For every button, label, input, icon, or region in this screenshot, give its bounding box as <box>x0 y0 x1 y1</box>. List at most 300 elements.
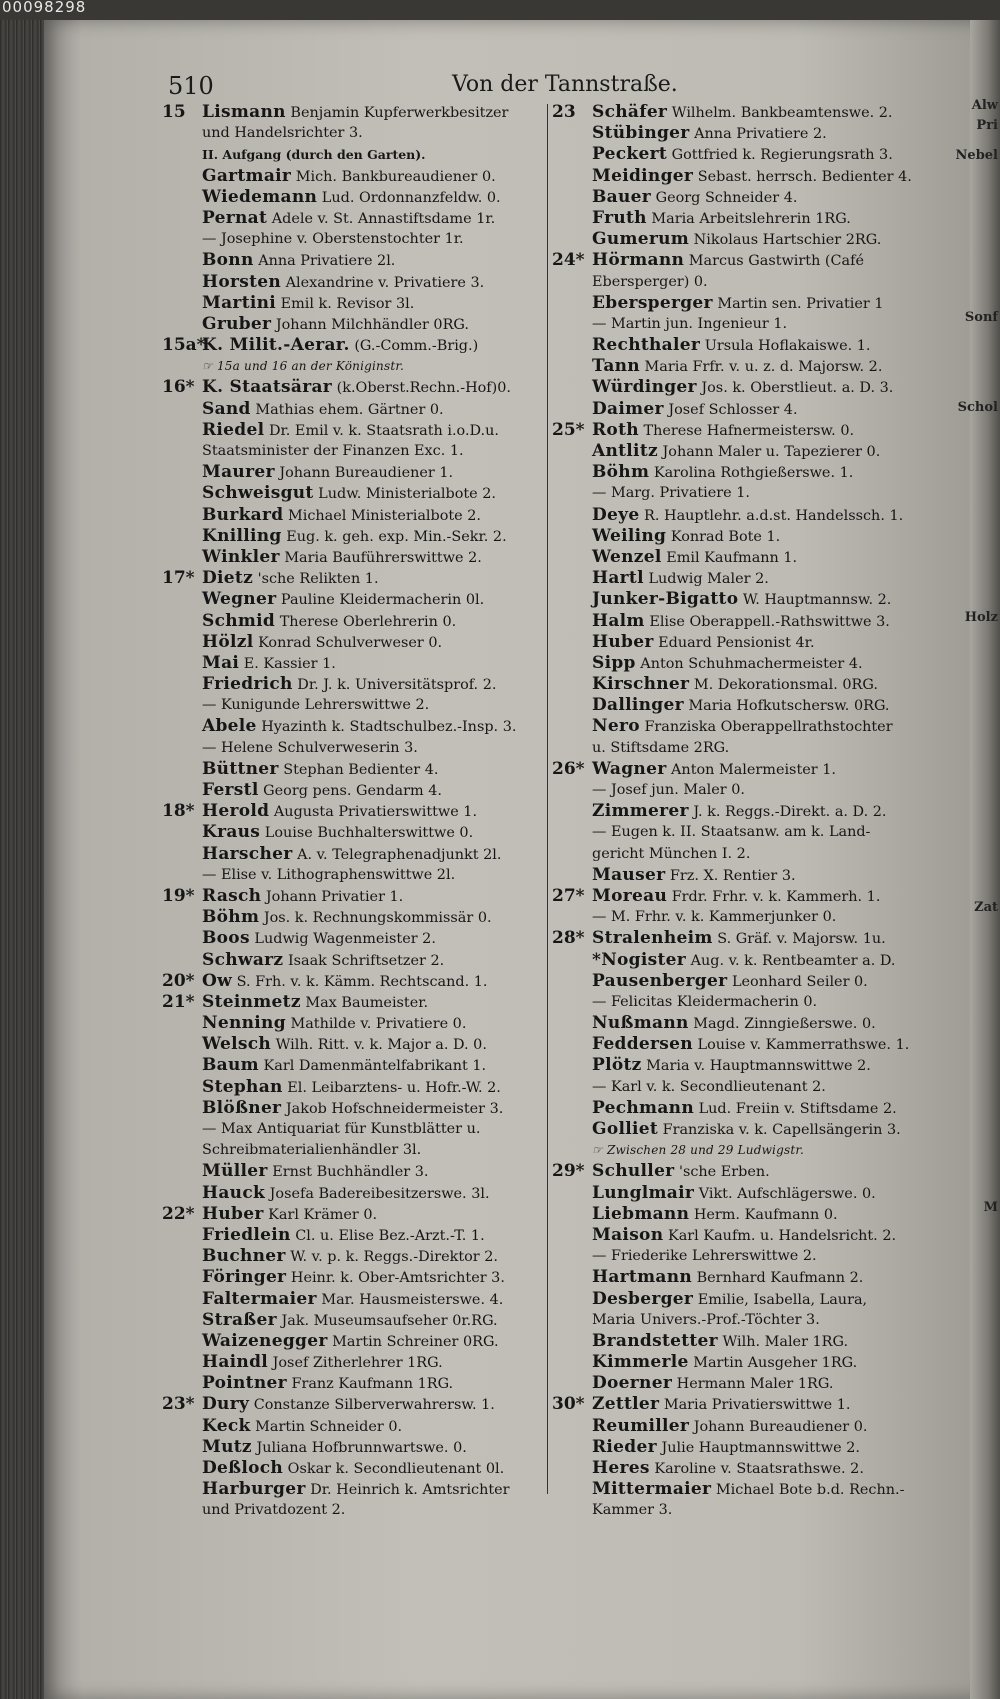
entry-details: Ebersperger) 0. <box>592 273 708 290</box>
directory-entry <box>162 1289 554 1310</box>
directory-entry <box>162 865 554 886</box>
entry-details: Oskar k. Secondlieutenant 0l. <box>287 1461 505 1477</box>
resident-name: Keck <box>202 1415 251 1436</box>
resident-name: Rechthaler <box>592 335 701 356</box>
directory-entry <box>162 589 554 610</box>
entry-details: Wilh. Ritt. v. k. Major a. D. 0. <box>275 1037 487 1054</box>
entry-details: — Karl v. k. Secondlieutenant 2. <box>592 1078 826 1095</box>
directory-entry <box>552 1183 918 1204</box>
entry-details: Konrad Schulverweser 0. <box>258 634 443 651</box>
section-note: II. Aufgang (durch den Garten). <box>202 147 426 163</box>
entry-details: Isaak Schriftsetzer 2. <box>287 952 445 969</box>
cross-reference-note: ☞ 15a und 16 an der Königinstr. <box>202 359 404 374</box>
resident-name: Stübinger <box>592 123 690 144</box>
directory-entry <box>552 738 918 759</box>
resident-name: Doerner <box>592 1373 673 1394</box>
entry-details: Georg Schneider 4. <box>655 189 798 206</box>
resident-name: Faltermaier <box>202 1288 317 1309</box>
directory-entry <box>552 928 918 949</box>
resident-name: Mai <box>202 652 240 673</box>
resident-name: Schwarz <box>202 949 284 970</box>
house-number: 21* <box>162 991 195 1012</box>
directory-entry <box>162 695 554 716</box>
resident-name: Kimmerle <box>592 1352 689 1373</box>
entry-details: Ludwig Wagenmeister 2. <box>254 931 436 948</box>
house-number: 19* <box>162 885 195 906</box>
scan-id-label: 00098298 <box>2 0 87 16</box>
directory-entry <box>162 377 554 398</box>
resident-name: Boos <box>202 928 250 949</box>
directory-entry <box>162 632 554 653</box>
directory-entry <box>162 1034 554 1055</box>
directory-entry <box>162 1098 554 1119</box>
directory-entry <box>162 1394 554 1415</box>
directory-entry <box>162 801 554 822</box>
entry-details: Therese Hafnermeistersw. 0. <box>643 422 855 439</box>
resident-name: Hartl <box>592 568 644 589</box>
resident-name: Mittermaier <box>592 1479 712 1500</box>
entry-details: Emil Kaufmann 1. <box>666 549 798 566</box>
entry-details: Karoline v. Staatsrathswe. 2. <box>654 1461 864 1477</box>
entry-details: Karl Kaufm. u. Handelsricht. 2. <box>667 1227 897 1244</box>
entry-details: A. v. Telegraphenadjunkt 2l. <box>297 846 502 863</box>
directory-entry <box>162 462 554 483</box>
resident-name: Böhm <box>592 462 650 483</box>
entry-details: Hermann Maler 1RG. <box>676 1376 834 1393</box>
entry-details: Anna Privatiere 2. <box>694 126 827 143</box>
directory-entry <box>162 716 554 737</box>
house-number: 30* <box>552 1394 585 1415</box>
resident-name: Steinmetz <box>202 991 301 1012</box>
entry-details: Aug. v. k. Rentbeamter a. D. <box>690 952 896 969</box>
entry-details: Jos. k. Rechnungskommissär 0. <box>263 910 492 927</box>
directory-entry <box>552 377 918 398</box>
entry-details: Mathias ehem. Gärtner 0. <box>255 401 444 418</box>
entry-details: (k.Oberst.Rechn.-Hof)0. <box>336 380 511 397</box>
entry-details: J. k. Reggs.-Direkt. a. D. 2. <box>693 804 887 821</box>
directory-entry <box>552 568 918 589</box>
directory-entry <box>162 992 554 1013</box>
directory-entry <box>162 1416 554 1437</box>
entry-details: Ludwig Maler 2. <box>648 571 769 588</box>
entry-details: Emil k. Revisor 3l. <box>280 295 415 312</box>
resident-name: Mutz <box>202 1436 252 1457</box>
directory-entry <box>552 420 918 441</box>
directory-entry <box>162 144 554 165</box>
resident-name: Hartmann <box>592 1267 693 1288</box>
directory-entry <box>162 1140 554 1161</box>
resident-name: Welsch <box>202 1034 272 1055</box>
edge-fragment: Alw <box>971 98 998 113</box>
entry-details: Herm. Kaufmann 0. <box>693 1206 838 1223</box>
directory-entry <box>552 314 918 335</box>
resident-name: Weiling <box>592 525 667 546</box>
resident-name: Hörmann <box>592 250 685 271</box>
resident-name: Pechmann <box>592 1097 694 1118</box>
directory-entry <box>552 1458 918 1479</box>
directory-entry <box>552 695 918 716</box>
entry-details: Eduard Pensionist 4r. <box>658 634 815 651</box>
directory-entry <box>162 208 554 229</box>
entry-details: Hyazinth k. Stadtschulbez.-Insp. 3. <box>261 719 517 736</box>
resident-name: Huber <box>202 1203 264 1224</box>
resident-name: Liebmann <box>592 1203 690 1224</box>
entry-details: Johann Maler u. Tapezierer 0. <box>662 444 881 460</box>
entry-details: Franziska v. k. Capellsängerin 3. <box>662 1122 901 1138</box>
edge-fragment: Pri <box>976 118 998 133</box>
entry-details: — Elise v. Lithographenswittwe 2l. <box>202 866 456 883</box>
resident-name: Feddersen <box>592 1034 693 1055</box>
directory-entry <box>552 1013 918 1034</box>
entry-details: Anna Privatiere 2l. <box>258 253 396 270</box>
directory-entry <box>552 483 918 504</box>
entry-details: Franziska Oberappellrathstochter <box>644 719 893 736</box>
directory-entry <box>552 1225 918 1246</box>
entry-details: Adele v. St. Annastiftsdame 1r. <box>271 210 496 227</box>
resident-name: Daimer <box>592 398 664 419</box>
entry-details: Mich. Bankbureaudiener 0. <box>295 168 496 185</box>
resident-name: Blößner <box>202 1097 282 1118</box>
directory-entry <box>552 250 918 271</box>
entry-details: Karolina Rothgießerswe. 1. <box>653 465 854 482</box>
resident-name: Stephan <box>202 1076 283 1097</box>
house-number: 15 <box>162 102 186 122</box>
directory-entry <box>552 1161 918 1182</box>
resident-name: Deßloch <box>202 1458 284 1478</box>
directory-entry <box>162 547 554 568</box>
directory-entry <box>162 1077 554 1098</box>
resident-name: Knilling <box>202 525 282 546</box>
directory-entry <box>162 1119 554 1140</box>
directory-entry <box>552 356 918 377</box>
resident-name: Buchner <box>202 1246 286 1267</box>
entry-details: Bernhard Kaufmann 2. <box>696 1270 864 1287</box>
entry-details: Johann Privatier 1. <box>265 888 404 905</box>
entry-details: u. Stiftsdame 2RG. <box>592 739 730 756</box>
directory-entry <box>552 1140 918 1161</box>
entry-details: Leonhard Seiler 0. <box>731 973 868 990</box>
left-column <box>162 102 554 1522</box>
entry-details: Magd. Zinngießerswe. 0. <box>693 1016 876 1033</box>
directory-entry <box>162 1500 554 1521</box>
entry-details: Alexandrine v. Privatiere 3. <box>285 274 485 291</box>
resident-name: Friedlein <box>202 1224 291 1245</box>
entry-details: Staatsminister der Finanzen Exc. 1. <box>202 443 464 459</box>
directory-entry <box>552 1055 918 1076</box>
resident-name: Wenzel <box>592 546 662 567</box>
entry-details: Maria v. Hauptmannswittwe 2. <box>646 1058 871 1075</box>
directory-entry <box>162 356 554 377</box>
house-number: 28* <box>552 928 585 949</box>
edge-fragment: Holz <box>964 610 998 625</box>
resident-name: Tann <box>592 356 640 377</box>
directory-entry <box>552 844 918 865</box>
directory-entry <box>162 420 554 441</box>
entry-details: — Eugen k. II. Staatsanw. am k. Land- <box>592 824 871 841</box>
directory-entry <box>162 928 554 949</box>
entry-details: Stephan Bedienter 4. <box>283 761 439 778</box>
house-number: 25* <box>552 419 585 440</box>
entry-details: Johann Bureaudiener 1. <box>279 465 454 482</box>
directory-entry <box>162 886 554 907</box>
directory-entry <box>552 674 918 695</box>
resident-name: K. Milit.-Aerar. <box>202 335 350 356</box>
entry-details: — Felicitas Kleidermacherin 0. <box>592 993 818 1010</box>
entry-details: Georg pens. Gendarm 4. <box>263 783 442 799</box>
entry-details: Jakob Hofschneidermeister 3. <box>285 1100 504 1117</box>
resident-name: *Nogister <box>592 949 687 970</box>
directory-entry <box>552 293 918 314</box>
resident-name: Schuller <box>592 1161 675 1182</box>
directory-entry <box>162 1331 554 1352</box>
house-number: 22* <box>162 1203 195 1224</box>
directory-entry <box>552 1500 918 1521</box>
entry-details: W. v. p. k. Reggs.-Direktor 2. <box>290 1249 498 1266</box>
entry-details: — Helene Schulverweserin 3. <box>202 739 418 756</box>
entry-details: Martin Schreiner 0RG. <box>332 1333 499 1350</box>
directory-entry <box>552 1352 918 1373</box>
resident-name: Wegner <box>202 589 277 610</box>
directory-entry <box>162 759 554 780</box>
entry-details: Juliana Hofbrunnwartswe. 0. <box>256 1439 467 1456</box>
entry-details: Jak. Museumsaufseher 0r.RG. <box>281 1312 498 1329</box>
resident-name: Lunglmair <box>592 1182 695 1203</box>
resident-name: Brandstetter <box>592 1330 718 1351</box>
entry-details: Emilie, Isabella, Laura, <box>697 1291 868 1308</box>
entry-details: Benjamin Kupferwerkbesitzer <box>290 105 509 121</box>
entry-details: — M. Frhr. v. k. Kammerjunker 0. <box>592 909 837 926</box>
entry-details: — Max Antiquariat für Kunstblätter u. <box>202 1121 481 1137</box>
resident-name: Kraus <box>202 822 261 843</box>
resident-name: K. Staatsärar <box>202 377 333 398</box>
entry-details: Josef Zitherlehrer 1RG. <box>272 1355 443 1372</box>
resident-name: Zettler <box>592 1394 660 1415</box>
directory-entry <box>552 759 918 780</box>
directory-entry <box>552 1246 918 1267</box>
resident-name: Nußmann <box>592 1013 689 1034</box>
resident-name: Maison <box>592 1224 664 1245</box>
entry-details: Martin sen. Privatier 1 <box>717 295 884 312</box>
resident-name: Gartmair <box>202 165 292 186</box>
directory-entry <box>162 822 554 843</box>
directory-entry <box>552 886 918 907</box>
entry-details: E. Kassier 1. <box>243 655 336 672</box>
directory-entry <box>162 505 554 526</box>
directory-entry <box>162 1204 554 1225</box>
resident-name: Sipp <box>592 652 636 673</box>
directory-entry <box>552 1479 918 1500</box>
house-number: 16* <box>162 377 195 398</box>
resident-name: Harscher <box>202 843 293 864</box>
directory-entry <box>552 611 918 632</box>
directory-entry <box>552 229 918 250</box>
directory-entry <box>552 1416 918 1437</box>
directory-entry <box>552 907 918 928</box>
house-number: 29* <box>552 1161 585 1182</box>
page-number: 510 <box>168 72 214 100</box>
entry-details: Lud. Freiin v. Stiftsdame 2. <box>698 1100 897 1117</box>
entry-details: Maria Bauführerswittwe 2. <box>284 549 482 566</box>
directory-entry <box>162 611 554 632</box>
house-number: 23* <box>162 1394 195 1415</box>
entry-details: Michael Bote b.d. Rechn.- <box>715 1482 905 1499</box>
directory-entry <box>552 653 918 674</box>
entry-details: Cl. u. Elise Bez.-Arzt.-T. 1. <box>295 1227 485 1244</box>
house-number: 27* <box>552 885 585 906</box>
directory-entry <box>552 822 918 843</box>
resident-name: Riedel <box>202 419 265 440</box>
directory-entry <box>162 293 554 314</box>
page-title: Von der Tannstraße. <box>452 72 678 97</box>
resident-name: Straßer <box>202 1309 277 1330</box>
entry-details: — Friederike Lehrerswittwe 2. <box>592 1248 817 1265</box>
directory-entry <box>162 399 554 420</box>
house-number: 20* <box>162 970 195 991</box>
directory-entry <box>162 738 554 759</box>
resident-name: Kirschner <box>592 674 690 695</box>
resident-name: Pernat <box>202 207 268 228</box>
entry-details: S. Frh. v. k. Kämm. Rechtscand. 1. <box>236 973 488 990</box>
resident-name: Stralenheim <box>592 928 713 949</box>
directory-entry <box>552 865 918 886</box>
house-number: 24* <box>552 250 585 271</box>
resident-name: Horsten <box>202 271 282 292</box>
resident-name: Winkler <box>202 546 280 567</box>
entry-details: gericht München I. 2. <box>592 845 751 862</box>
resident-name: Nero <box>592 716 640 737</box>
resident-name: Wagner <box>592 758 667 779</box>
entry-details: — Josephine v. Oberstenstochter 1r. <box>202 231 464 248</box>
directory-entry <box>552 526 918 547</box>
directory-entry <box>552 208 918 229</box>
entry-details: Ernst Buchhändler 3. <box>272 1164 429 1181</box>
directory-entry <box>162 123 554 144</box>
directory-entry <box>552 1331 918 1352</box>
directory-entry <box>162 1437 554 1458</box>
directory-entry <box>162 526 554 547</box>
resident-name: Ebersperger <box>592 292 713 313</box>
directory-entry <box>162 1183 554 1204</box>
resident-name: Würdinger <box>592 377 697 398</box>
resident-name: Deye <box>592 504 640 525</box>
directory-entry <box>552 166 918 187</box>
house-number: 17* <box>162 568 195 589</box>
directory-entry <box>162 441 554 462</box>
directory-entry <box>162 950 554 971</box>
directory-entry <box>162 1267 554 1288</box>
entry-details: Konrad Bote 1. <box>670 528 781 545</box>
directory-entry <box>552 589 918 610</box>
directory-entry <box>552 1437 918 1458</box>
entry-details: und Handelsrichter 3. <box>202 125 363 142</box>
entry-details: Vikt. Aufschlägerswe. 0. <box>698 1185 876 1202</box>
directory-entry <box>162 1013 554 1034</box>
entry-details: Maria Privatierswittwe 1. <box>663 1397 851 1414</box>
directory-entry <box>162 250 554 271</box>
directory-entry <box>162 335 554 356</box>
resident-name: Schmid <box>202 610 276 631</box>
directory-entry <box>552 992 918 1013</box>
resident-name: Roth <box>592 419 639 440</box>
directory-entry <box>162 229 554 250</box>
directory-entry <box>552 1310 918 1331</box>
resident-name: Wiedemann <box>202 186 318 207</box>
entry-details: M. Dekorationsmal. 0RG. <box>693 677 878 694</box>
resident-name: Burkard <box>202 504 284 525</box>
entry-details: 'sche Erben. <box>679 1164 770 1181</box>
resident-name: Haindl <box>202 1352 269 1373</box>
directory-entry <box>552 102 918 123</box>
resident-name: Bonn <box>202 250 254 271</box>
entry-details: Anton Malermeister 1. <box>671 761 836 778</box>
resident-name: Halm <box>592 610 645 631</box>
entry-details: Frdr. Frhr. v. k. Kammerh. 1. <box>671 888 881 905</box>
resident-name: Fruth <box>592 207 647 228</box>
edge-fragment: Schol <box>957 400 998 415</box>
entry-details: Pauline Kleidermacherin 0l. <box>280 592 485 609</box>
directory-entry <box>162 1458 554 1479</box>
directory-entry <box>552 801 918 822</box>
entry-details: Michael Ministerialbote 2. <box>288 507 481 524</box>
resident-name: Meidinger <box>592 165 694 186</box>
entry-details: Johann Bureaudiener 0. <box>693 1418 868 1435</box>
directory-entry <box>162 314 554 335</box>
resident-name: Gruber <box>202 313 272 334</box>
resident-name: Peckert <box>592 144 667 165</box>
directory-entry <box>552 1034 918 1055</box>
entry-details: Ursula Hoflakaiswe. 1. <box>704 338 871 355</box>
entry-details: Heinr. k. Ober-Amtsrichter 3. <box>290 1270 505 1287</box>
entry-details: Lud. Ordonnanzfeldw. 0. <box>321 189 501 206</box>
directory-entry <box>552 335 918 356</box>
entry-details: Augusta Privatierswittwe 1. <box>273 804 478 821</box>
directory-entry <box>162 1161 554 1182</box>
directory-entry <box>162 1246 554 1267</box>
entry-details: Eug. k. geh. exp. Min.-Sekr. 2. <box>286 528 507 545</box>
house-number: 18* <box>162 801 195 822</box>
directory-entry <box>162 1225 554 1246</box>
directory-entry <box>552 1204 918 1225</box>
directory-entry <box>552 1077 918 1098</box>
resident-name: Harburger <box>202 1479 306 1500</box>
resident-name: Schäfer <box>592 102 668 122</box>
entry-details: Dr. Emil v. k. Staatsrath i.o.D.u. <box>268 422 499 439</box>
entry-details: El. Leibarztens- u. Hofr.-W. 2. <box>287 1079 501 1096</box>
directory-entry <box>552 187 918 208</box>
entry-details: Nikolaus Hartschier 2RG. <box>693 232 882 249</box>
entry-details: Dr. Heinrich k. Amtsrichter <box>310 1482 510 1499</box>
directory-entry <box>162 780 554 801</box>
book-spine <box>0 20 48 1699</box>
directory-entry <box>552 399 918 420</box>
directory-entry <box>552 123 918 144</box>
resident-name: Gumerum <box>592 229 690 250</box>
entry-details: Elise Oberappell.-Rathswittwe 3. <box>649 613 890 630</box>
resident-name: Plötz <box>592 1055 642 1076</box>
resident-name: Rasch <box>202 885 262 906</box>
entry-details: Schreibmaterialienhändler 3l. <box>202 1142 422 1159</box>
resident-name: Reumiller <box>592 1415 690 1436</box>
house-number: 15a* <box>162 335 206 356</box>
directory-entry <box>162 187 554 208</box>
directory-entry <box>162 483 554 504</box>
directory-entry <box>552 462 918 483</box>
entry-details: Gottfried k. Regierungsrath 3. <box>671 147 893 164</box>
resident-name: Herold <box>202 801 270 822</box>
entry-details: — Marg. Privatiere 1. <box>592 485 750 502</box>
directory-entry <box>162 1310 554 1331</box>
entry-details: Karl Damenmäntelfabrikant 1. <box>263 1058 487 1075</box>
